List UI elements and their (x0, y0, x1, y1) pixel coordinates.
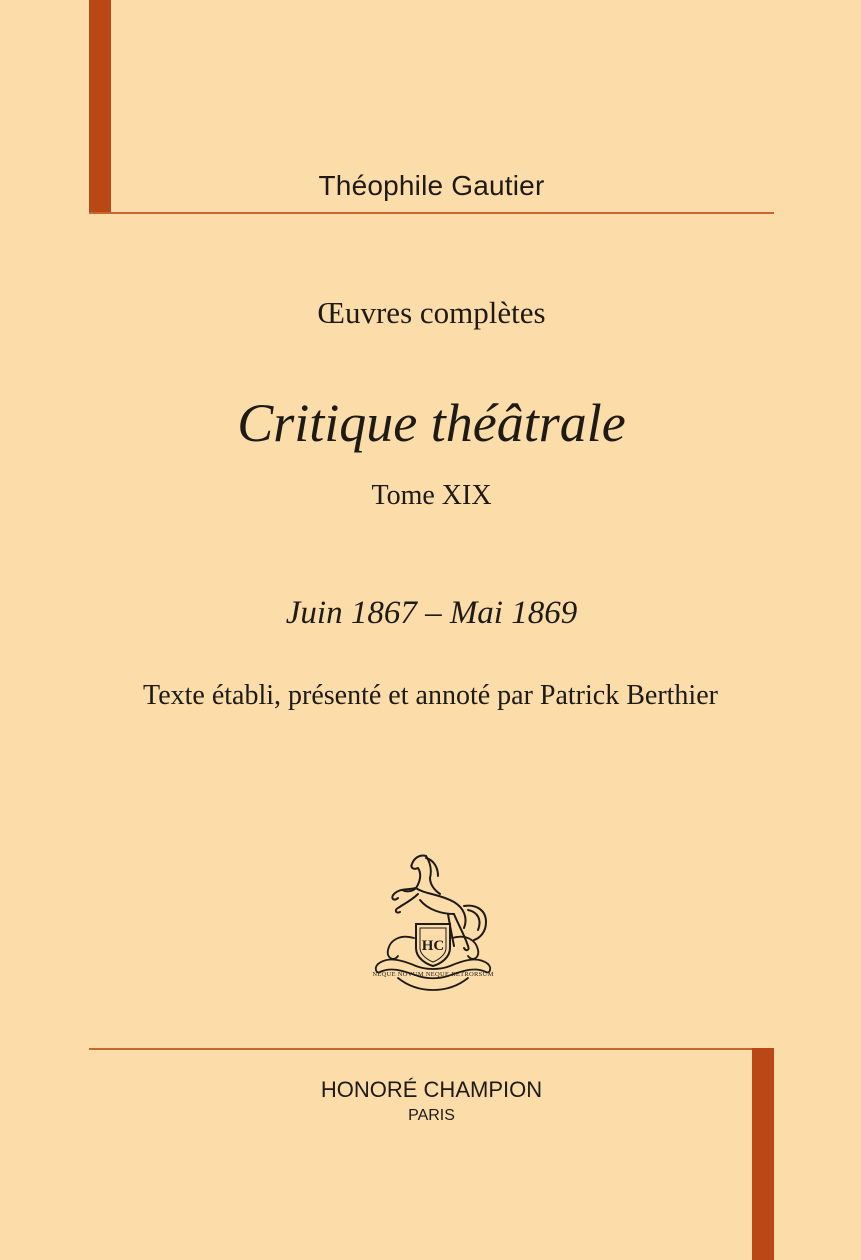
logo-monogram: HC (421, 938, 445, 954)
book-title: Critique théâtrale (237, 393, 626, 453)
author-name: Théophile Gautier (318, 170, 545, 201)
publisher-name: HONORÉ CHAMPION (320, 1077, 543, 1102)
logo-motto: NEQUE NOVUM NEQUE RETRORSUM (372, 971, 494, 978)
series-title: Œuvres complètes (317, 295, 546, 330)
volume-number: Tome XIX (371, 480, 492, 511)
rearing-horse-emblem-icon (368, 848, 498, 996)
date-range: Juin 1867 – Mai 1869 (285, 595, 578, 631)
bottom-divider-rule (89, 1048, 774, 1050)
editor-credit: Texte établi, présenté et annoté par Patrick Berthier (143, 680, 718, 711)
publisher-city: PARIS (408, 1107, 455, 1124)
top-divider-rule (89, 212, 774, 214)
